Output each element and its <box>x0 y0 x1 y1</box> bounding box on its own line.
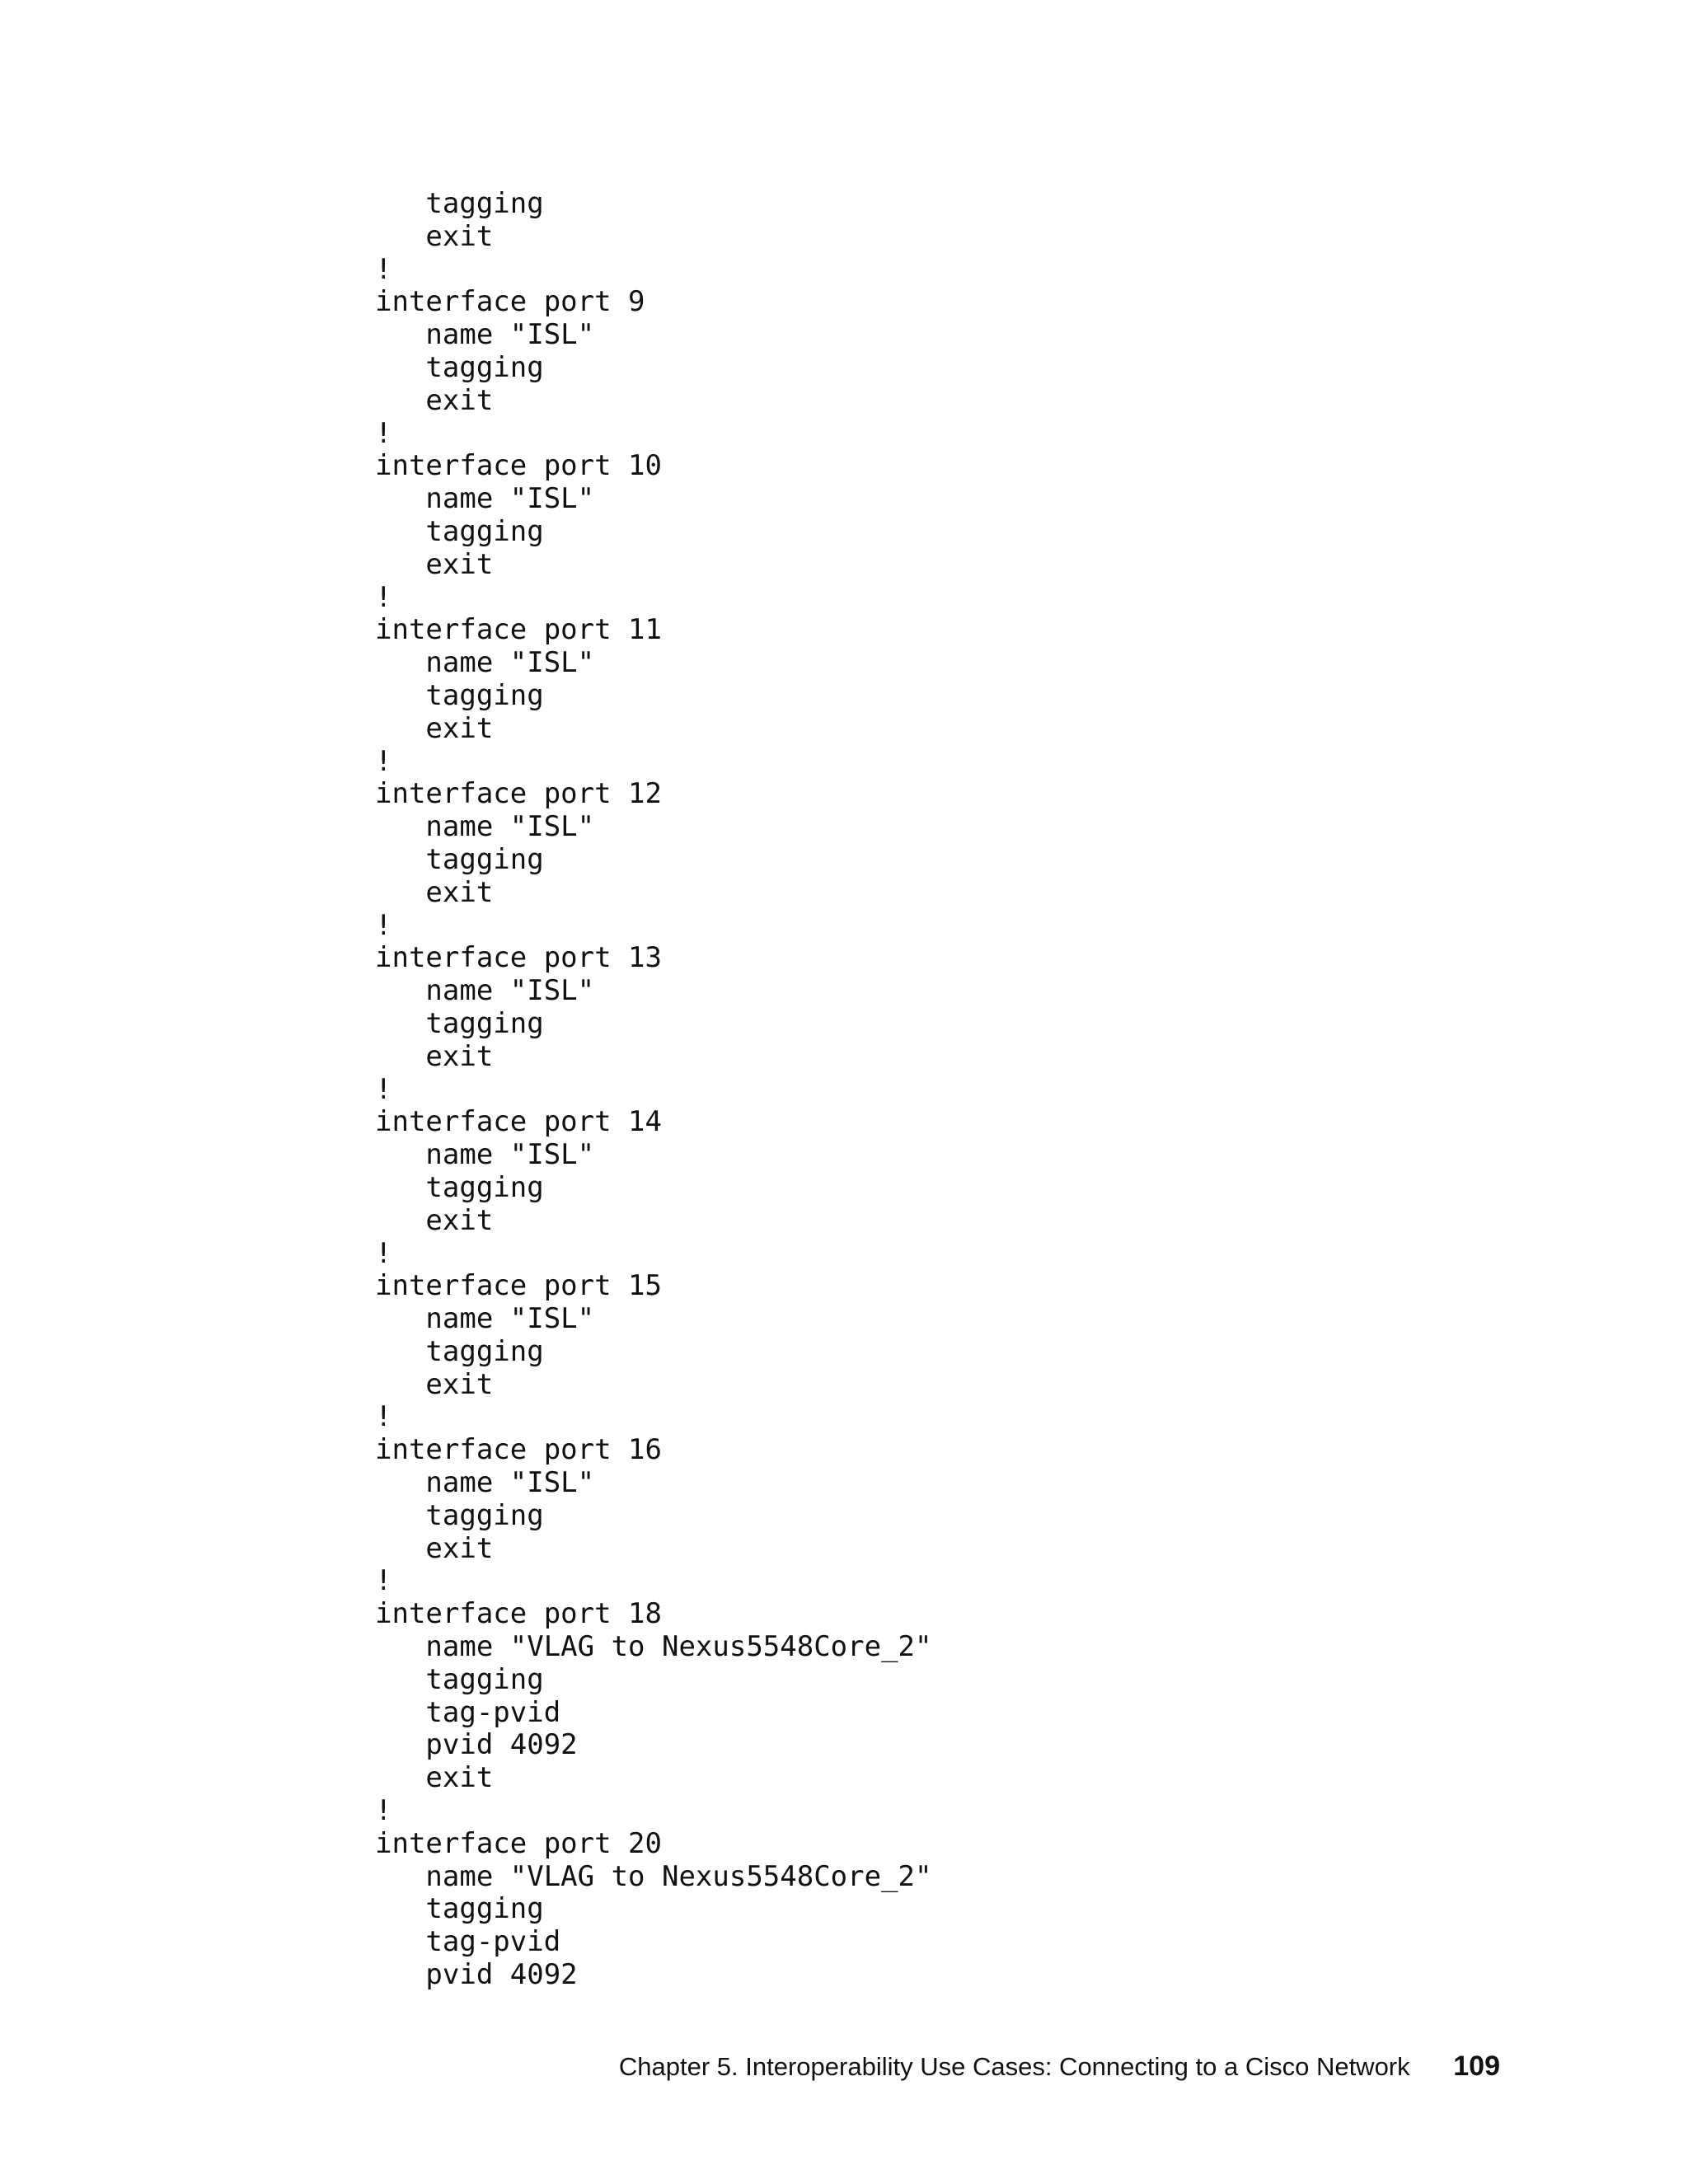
code-line: exit <box>375 1367 494 1401</box>
code-line: name "ISL" <box>375 810 595 844</box>
config-code-listing <box>375 188 932 1992</box>
page-footer <box>619 2050 1500 2083</box>
footer-chapter-title: Chapter 5. Interoperability Use Cases: Connecting to a Cisco Network <box>618 2052 1410 2081</box>
code-line: ! <box>375 1794 392 1828</box>
code-line: interface port 10 <box>375 449 662 483</box>
code-line: name "VLAG to Nexus5548Core_2" <box>375 1859 932 1893</box>
code-line: exit <box>375 711 494 745</box>
code-line: name "ISL" <box>375 1302 595 1336</box>
code-line: ! <box>375 252 392 286</box>
code-line: tagging <box>375 1892 544 1926</box>
code-line: tagging <box>375 350 544 384</box>
code-line: ! <box>375 1564 392 1598</box>
code-line: name "ISL" <box>375 1466 595 1500</box>
code-line: tagging <box>375 1334 544 1368</box>
code-line: name "VLAG to Nexus5548Core_2" <box>375 1630 932 1664</box>
code-line: name "ISL" <box>375 1138 595 1172</box>
code-line: tagging <box>375 842 544 876</box>
code-line: pvid 4092 <box>375 1958 578 1992</box>
code-line: interface port 12 <box>375 777 662 811</box>
code-line: interface port 15 <box>375 1269 662 1303</box>
code-line: ! <box>375 1072 392 1106</box>
code-line: exit <box>375 547 494 581</box>
code-line: exit <box>375 1203 494 1237</box>
code-line: exit <box>375 1039 494 1073</box>
code-line: tagging <box>375 1662 544 1696</box>
code-line: exit <box>375 1761 494 1795</box>
code-line: tagging <box>375 1170 544 1204</box>
code-line: ! <box>375 1400 392 1434</box>
code-line: exit <box>375 383 494 417</box>
code-line: exit <box>375 219 494 253</box>
code-line: name "ISL" <box>375 974 595 1008</box>
code-line: interface port 16 <box>375 1433 662 1467</box>
code-line: tagging <box>375 678 544 712</box>
code-line: interface port 13 <box>375 941 662 975</box>
code-line: interface port 11 <box>375 613 662 647</box>
code-line: tagging <box>375 187 544 220</box>
code-line: name "ISL" <box>375 318 595 352</box>
code-line: name "ISL" <box>375 482 595 516</box>
code-line: interface port 14 <box>375 1105 662 1139</box>
code-line: tagging <box>375 514 544 548</box>
code-line: interface port 20 <box>375 1826 662 1860</box>
code-line: name "ISL" <box>375 646 595 680</box>
code-line: tagging <box>375 1498 544 1532</box>
code-line: ! <box>375 1236 392 1270</box>
footer-page-number: 109 <box>1453 2050 1500 2082</box>
code-line: pvid 4092 <box>375 1728 578 1762</box>
code-line: tag-pvid <box>375 1695 561 1729</box>
code-line: ! <box>375 416 392 450</box>
code-line: interface port 9 <box>375 285 645 319</box>
code-line: ! <box>375 908 392 942</box>
code-line: exit <box>375 1531 494 1565</box>
code-line: interface port 18 <box>375 1597 662 1631</box>
code-line: ! <box>375 744 392 778</box>
code-line: tag-pvid <box>375 1925 561 1959</box>
code-line: ! <box>375 580 392 614</box>
code-line: exit <box>375 875 494 909</box>
code-line: tagging <box>375 1006 544 1040</box>
